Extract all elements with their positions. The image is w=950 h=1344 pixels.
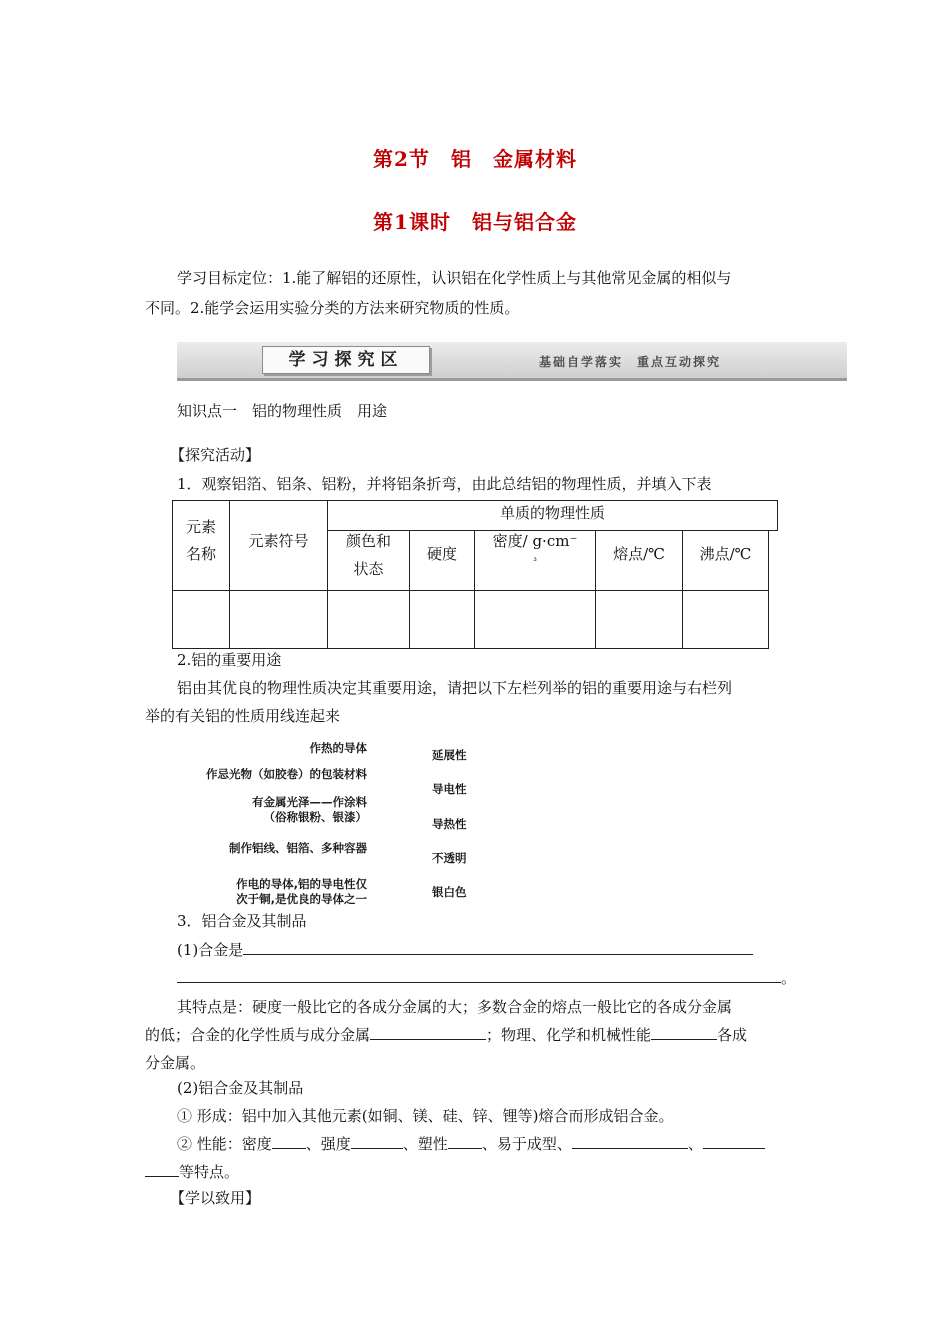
use-item: （俗称银粉、银漆）	[263, 810, 367, 824]
header-color-state-2: 状态	[353, 560, 384, 578]
props-text-f: 等特点。	[179, 1163, 240, 1181]
header-boiling-point: 沸点/℃	[699, 545, 752, 563]
use-item: 次于铜,是优良的导体之一	[236, 892, 367, 906]
features-line-1: 其特点是：硬度一般比它的各成分金属的大；多数合金的熔点一般比它的各成分金属	[177, 998, 733, 1016]
features-text-c: 各成	[717, 1026, 748, 1044]
item-3-heading: 3．铝合金及其制品	[177, 912, 307, 930]
property-item: 不透明	[432, 851, 467, 865]
banner-subtitle: 基础自学落实 重点互动探究	[539, 355, 722, 369]
header-element-name-2: 名称	[185, 545, 216, 563]
properties-line	[177, 1134, 765, 1154]
props-text-e: 、	[687, 1135, 703, 1153]
use-item: 作电的导体,铝的导电性仅	[236, 877, 367, 891]
table-cell	[327, 590, 410, 649]
header-hardness: 硬度	[426, 545, 457, 563]
alloy-definition-blank-2[interactable]	[177, 968, 781, 983]
objectives-line-2: 不同。2.能学会运用实验分类的方法来研究物质的性质。	[145, 299, 520, 317]
activity-heading: 【探究活动】	[170, 446, 261, 464]
feature-blank-1[interactable]	[572, 1134, 688, 1149]
props-text-a: ② 性能：密度	[177, 1135, 272, 1153]
feature-blank-2[interactable]	[703, 1134, 765, 1149]
header-element-name-1: 元素	[185, 518, 216, 536]
banner-tab: 学习探究区	[262, 346, 430, 374]
property-item: 导电性	[432, 782, 467, 796]
property-item: 银白色	[432, 885, 467, 899]
strength-blank[interactable]	[351, 1134, 403, 1149]
use-item: 制作铝线、铝箔、多种容器	[229, 841, 367, 855]
use-item: 作忌光物（如胶卷）的包装材料	[206, 767, 367, 781]
props-text-b: 、强度	[305, 1135, 351, 1153]
section-banner	[177, 342, 847, 381]
plasticity-blank[interactable]	[448, 1134, 482, 1149]
header-melting-point: 熔点/℃	[613, 545, 665, 563]
item-2-text-1: 铝由其优良的物理性质决定其重要用途，请把以下左栏列举的铝的重要用途与右栏列	[177, 679, 733, 697]
features-text-a: 的低；合金的化学性质与成分金属	[145, 1026, 371, 1044]
features-line-3: 分金属。	[145, 1054, 206, 1072]
mechanical-property-blank[interactable]	[651, 1025, 717, 1040]
subsection-2-heading: (2)铝合金及其制品	[177, 1079, 304, 1097]
header-color-state-1: 颜色和	[345, 532, 391, 550]
item-1-text: 1．观察铝箔、铝条、铝粉，并将铝条折弯，由此总结铝的物理性质，并填入下表	[177, 475, 712, 493]
section-title: 第2节 铝 金属材料	[373, 147, 577, 171]
alloy-definition-line-2	[177, 968, 796, 988]
header-density-exponent: ³	[533, 557, 537, 567]
knowledge-point-heading: 知识点一 铝的物理性质 用途	[177, 402, 388, 420]
table-cell	[682, 590, 769, 649]
props-text-d: 、易于成型、	[481, 1135, 572, 1153]
objectives-line-1: 学习目标定位：1.能了解铝的还原性，认识铝在化学性质上与其他常见金属的相似与	[177, 269, 732, 287]
properties-line-2	[145, 1162, 239, 1182]
feature-blank-2-cont[interactable]	[145, 1162, 179, 1177]
formation-text: ① 形成：铝中加入其他元素(如铜、镁、硅、锌、锂等)熔合而形成铝合金。	[177, 1107, 674, 1125]
table-cell	[172, 590, 230, 649]
table-cell	[229, 590, 328, 649]
item-2-heading: 2.铝的重要用途	[177, 651, 282, 669]
header-physical-properties: 单质的物理性质	[499, 504, 605, 522]
lesson-title: 第1课时 铝与铝合金	[373, 210, 577, 234]
header-element-symbol: 元素符号	[248, 532, 309, 550]
property-item: 导热性	[432, 817, 467, 831]
alloy-definition-line	[177, 940, 753, 960]
alloy-definition-blank[interactable]	[243, 940, 753, 955]
header-density: 密度/ g·cm⁻	[492, 532, 578, 550]
density-blank[interactable]	[272, 1134, 306, 1149]
alloy-label: (1)合金是	[177, 941, 244, 959]
features-line-2	[145, 1025, 747, 1045]
property-item: 延展性	[432, 748, 467, 762]
features-text-b: ；物理、化学和机械性能	[486, 1026, 652, 1044]
use-item: 作热的导体	[309, 741, 367, 755]
table-cell	[409, 590, 475, 649]
item-2-text-2: 举的有关铝的性质用线连起来	[145, 707, 341, 725]
table-cell	[474, 590, 596, 649]
apply-heading: 【学以致用】	[170, 1189, 261, 1207]
use-item: 有金属光泽——作涂料	[252, 795, 367, 809]
props-text-c: 、塑性	[402, 1135, 448, 1153]
period: 。	[781, 969, 797, 987]
table-cell	[595, 590, 683, 649]
chemical-property-blank[interactable]	[370, 1025, 486, 1040]
